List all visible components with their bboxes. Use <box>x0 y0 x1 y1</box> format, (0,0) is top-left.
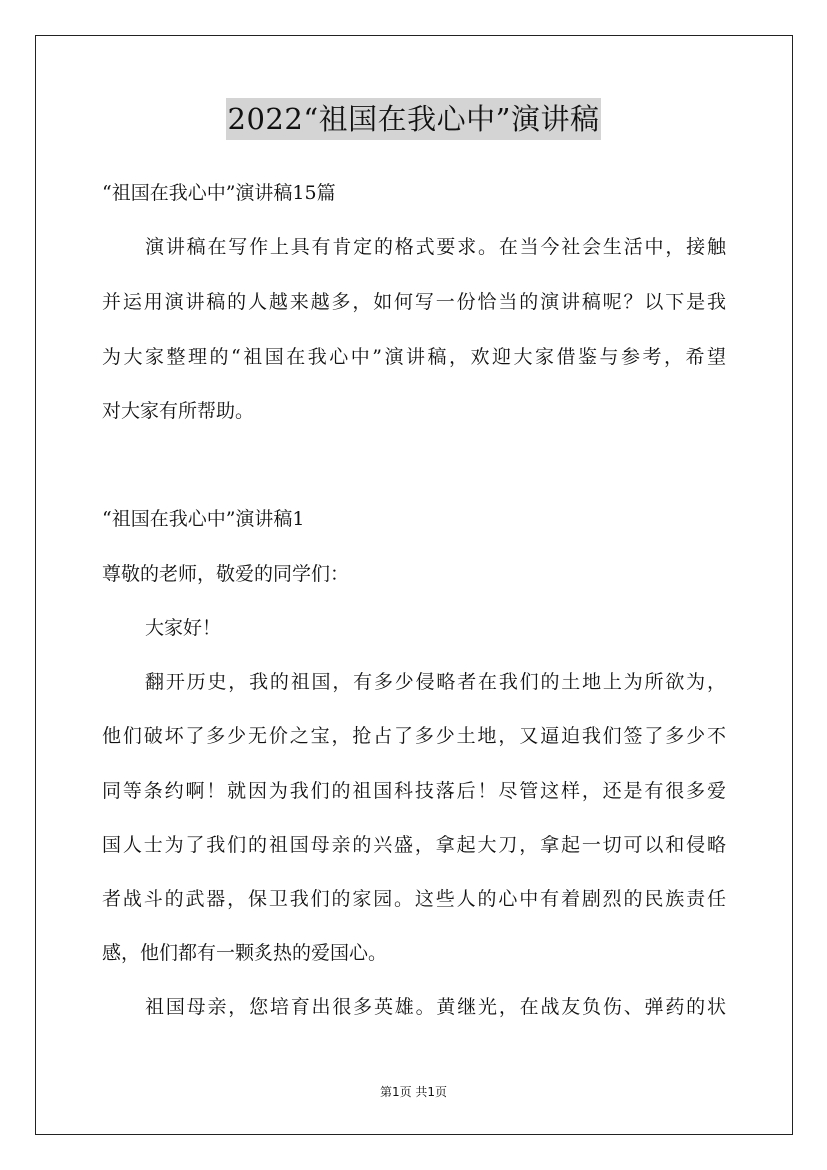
intro-line-3: 为大家整理的“祖国在我心中”演讲稿，欢迎大家借鉴与参考，希望 <box>102 346 726 368</box>
document-subtitle: “祖国在我心中”演讲稿15篇 <box>102 182 336 204</box>
paragraph1-line-2: 他们破坏了多少无价之宝，抢占了多少土地，又逼迫我们签了多少不 <box>102 725 726 747</box>
paragraph1-line-5: 者战斗的武器，保卫我们的家园。这些人的心中有着剧烈的民族责任 <box>102 888 726 910</box>
greeting: 大家好！ <box>145 617 222 639</box>
paragraph1-line-6: 感，他们都有一颗炙热的爱国心。 <box>102 942 388 964</box>
paragraph1-line-4: 国人士为了我们的祖国母亲的兴盛，拿起大刀，拿起一切可以和侵略 <box>102 834 726 856</box>
paragraph2-line-1: 祖国母亲，您培育出很多英雄。黄继光，在战友负伤、弹药的状 <box>145 996 726 1018</box>
title-container <box>0 98 827 140</box>
page-footer: 第1页 共1页 <box>379 1085 448 1099</box>
section-heading: “祖国在我心中”演讲稿1 <box>102 508 305 530</box>
paragraph1-line-1: 翻开历史，我的祖国，有多少侵略者在我们的土地上为所欲为， <box>145 671 726 693</box>
document-title: 2022“祖国在我心中”演讲稿 <box>226 98 602 140</box>
intro-line-4: 对大家有所帮助。 <box>102 400 255 422</box>
salutation: 尊敬的老师，敬爱的同学们： <box>102 563 350 585</box>
intro-line-2: 并运用演讲稿的人越来越多，如何写一份恰当的演讲稿呢？以下是我 <box>102 291 726 313</box>
paragraph1-line-3: 同等条约啊！就因为我们的祖国科技落后！尽管这样，还是有很多爱 <box>102 780 726 802</box>
intro-line-1: 演讲稿在写作上具有肯定的格式要求。在当今社会生活中，接触 <box>145 236 726 258</box>
